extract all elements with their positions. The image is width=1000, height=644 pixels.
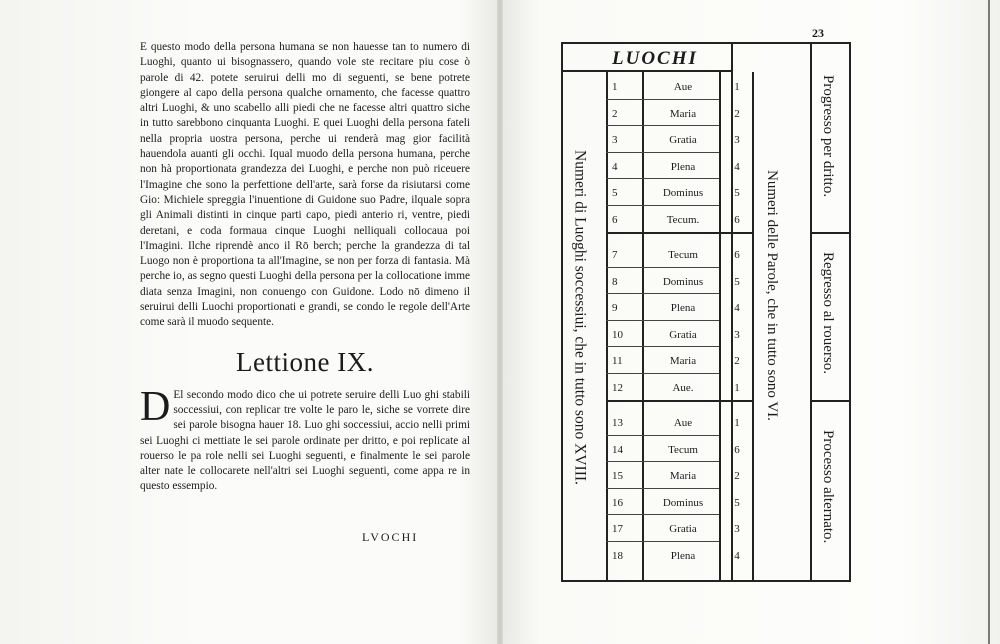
word-cell: Tecum. — [666, 214, 700, 226]
place-number: 12 — [612, 382, 623, 394]
table-row — [606, 101, 766, 127]
place-number: 5 — [612, 187, 618, 200]
row-rule — [606, 488, 719, 489]
book-gutter — [497, 0, 503, 644]
table-title: LUOCHI — [612, 48, 698, 69]
column-title-places: Numeri di Luoghi soccessiui, che in tutto sono XVIII. — [571, 150, 589, 485]
word-cell: Gratia — [669, 134, 697, 147]
word-number: 6 — [734, 214, 740, 226]
word-number: 3 — [734, 523, 740, 536]
section-separator — [810, 400, 850, 402]
word-cell: Dominus — [662, 496, 704, 509]
row-rule — [606, 514, 719, 515]
row-rule — [606, 178, 719, 179]
table-row — [606, 207, 766, 233]
section-title-regress: Regresso al rouerso. — [820, 252, 836, 375]
table-row — [606, 410, 766, 436]
page-number: 23 — [812, 26, 824, 40]
place-number: 9 — [612, 302, 618, 315]
word-cell: Aue — [673, 81, 693, 93]
place-number: 4 — [612, 160, 618, 173]
row-rule — [606, 435, 719, 436]
word-number: 2 — [734, 470, 740, 483]
place-number: 2 — [612, 107, 618, 120]
row-rule — [606, 205, 719, 206]
place-number: 6 — [612, 214, 618, 226]
row-rule — [606, 125, 719, 126]
word-cell: Maria — [669, 107, 697, 120]
place-number: 16 — [612, 496, 623, 509]
row-rule — [606, 541, 719, 542]
word-number: 4 — [734, 550, 740, 562]
left-page — [140, 40, 470, 495]
word-cell: Gratia — [669, 328, 697, 341]
word-cell: Plena — [670, 160, 696, 173]
table-row — [606, 154, 766, 180]
row-rule — [606, 267, 719, 268]
body-paragraph-2-text: El secondo modo dico che ui potrete seruire delli Luo ghi stabili soccessiui, con replicar tre volte le paro le, siche se vorrete dire sei parole bisogna hauer 18. Luo ghi soccessiui, accio nelli primi sei Luoghi ci mettiate le sei parole ordinate per dritto, e poi replicate al rouerso le pa role nelli sei Luoghi seguenti, e finalmente le sei parole alter nate le collocarete nell'altri sei Luoghi seguenti, come appa re in questo essempio. — [140, 388, 470, 493]
word-cell: Aue. — [672, 382, 694, 394]
table-row — [606, 295, 766, 321]
section-separator — [810, 232, 850, 234]
table-row — [606, 490, 766, 516]
drop-cap: D — [140, 383, 171, 430]
word-cell: Maria — [669, 470, 697, 483]
word-cell: Plena — [670, 302, 696, 315]
word-cell: Dominus — [662, 187, 704, 200]
table-row — [606, 463, 766, 489]
table-row — [606, 543, 766, 569]
table-row — [606, 375, 766, 401]
word-cell: Tecum — [668, 249, 698, 261]
section-title-progress: Progresso per dritto. — [820, 75, 836, 198]
row-rule — [606, 461, 719, 462]
word-number: 4 — [734, 302, 740, 315]
table-row — [606, 348, 766, 374]
table-rule — [810, 42, 812, 582]
word-cell: Gratia — [669, 523, 697, 536]
word-number: 3 — [734, 328, 740, 341]
word-number: 1 — [734, 81, 740, 93]
catchword: LVOCHI — [362, 530, 419, 544]
word-number: 5 — [734, 275, 740, 288]
word-number: 4 — [734, 160, 740, 173]
word-number: 1 — [734, 417, 740, 429]
page-edge — [988, 0, 990, 644]
place-number: 10 — [612, 328, 623, 341]
row-rule — [606, 99, 719, 100]
word-number: 5 — [734, 187, 740, 200]
place-number: 13 — [612, 417, 623, 429]
word-cell: Dominus — [662, 275, 704, 288]
word-number: 5 — [734, 496, 740, 509]
row-rule — [606, 152, 719, 153]
word-number: 2 — [734, 107, 740, 120]
table-row — [606, 322, 766, 348]
table-row — [606, 180, 766, 206]
table-row — [606, 127, 766, 153]
column-title-words: Numeri delle Parole, che in tutto sono VI. — [764, 170, 780, 421]
table-row — [606, 437, 766, 463]
place-number: 11 — [612, 355, 623, 368]
row-rule — [606, 293, 719, 294]
place-number: 8 — [612, 275, 618, 288]
place-number: 14 — [612, 443, 623, 456]
table-row — [606, 269, 766, 295]
table-row — [606, 516, 766, 542]
word-number: 6 — [734, 249, 740, 261]
word-cell: Tecum — [668, 443, 698, 456]
place-number: 15 — [612, 470, 623, 483]
lesson-title: Lettione IX. — [236, 346, 374, 377]
body-paragraph-1: E questo modo della persona humana se non hauesse tan to numero di Luoghi, quanto ui bisognassero, quando vole ste recitare piu cose ò parole di 42. potete seruirui delli mo di seguenti, se bene potrete giongere al capo della persona qualche ornamento, che facesse quattro altri Luoghi, & uno scabello alli piedi che ne facesse altri quattro siche in tutto sarebbono cinquanta Luoghi. E quei Luoghi della persona fateli nella propria uostra persona, perche ui renderà mag gior facilità hauendola auanti gli occhi. Iqual muodo della persona humana, perche non hà proportionata grandezza dei Luoghi, e perche non può riceuere l'Imagine che sono la perfettione dell'arte, sarà forse da risiutarsi come Gio: Michiele spreggia l'inuentione di Guidone suo Padre, ilquale sopra gli Animali distinti in cinque parti capo, piedi anterio ri, ventre, piedi deretani, e coda formaua cinque Luoghi nelliquali collocaua poi l'Imagini. Ilche riprendè anco il Rō berch; perche la grandezza di tal Luogo non è proportiona ta all'Imagine, se non per forza di fantasia. Mà perche io, as segno questi Luoghi della persona per la collocatione imme diata senza Imagini, non conuengo con Guidone. Lodo nō dimeno il seruirui delli Luochi proportionati e grandi, se condo le regole dell'Arte come sarà il muodo sequente. — [140, 41, 470, 329]
table-row — [606, 74, 766, 100]
table-row — [606, 242, 766, 268]
word-cell: Plena — [670, 550, 696, 562]
row-rule — [606, 346, 719, 347]
place-number: 3 — [612, 134, 618, 147]
place-number: 18 — [612, 550, 623, 562]
word-number: 2 — [734, 355, 740, 368]
place-number: 7 — [612, 249, 618, 261]
word-number: 1 — [734, 382, 740, 394]
section-title-alternate: Processo alternato. — [820, 430, 836, 544]
word-cell: Maria — [669, 355, 697, 368]
row-rule — [606, 320, 719, 321]
word-number: 6 — [734, 443, 740, 456]
word-cell: Aue — [673, 417, 693, 429]
place-number: 17 — [612, 523, 623, 536]
word-number: 3 — [734, 134, 740, 147]
body-paragraph-2 — [140, 383, 470, 495]
place-number: 1 — [612, 81, 618, 93]
row-rule — [606, 373, 719, 374]
